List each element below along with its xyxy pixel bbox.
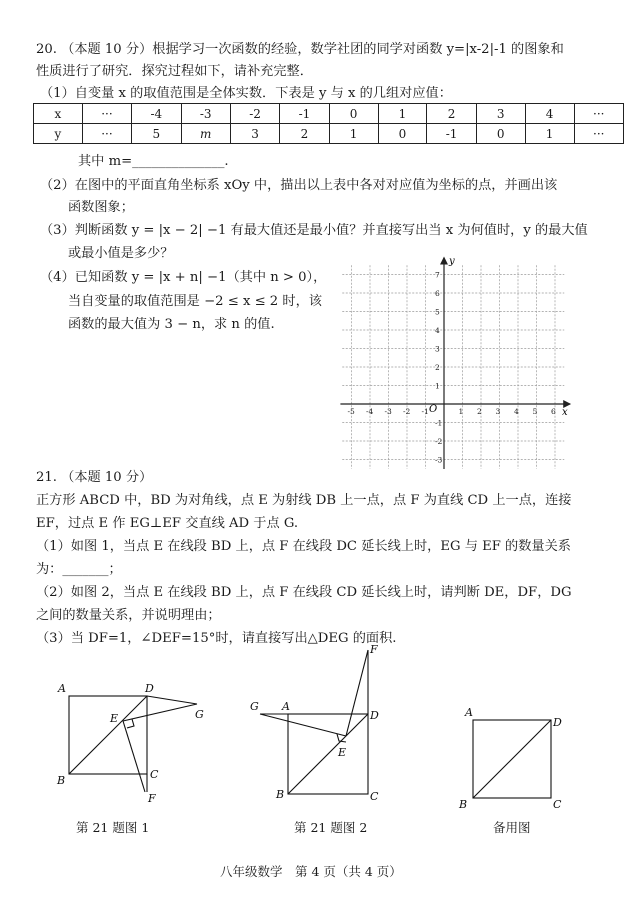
fig2-label-C: C <box>370 790 379 803</box>
x-tick-label: 2 <box>477 407 482 416</box>
table-cell: 2 <box>427 104 476 124</box>
table-row-y <box>34 124 624 144</box>
table-cell: 0 <box>378 124 427 144</box>
q21-line1: 正方形 ABCD 中，BD 为对角线，点 E 为射线 DB 上一点，点 F 为直线 CD 上一点，连接 <box>36 493 572 508</box>
table-cell: -4 <box>132 104 181 124</box>
q20-part4a: （4）已知函数 y = |x + n| −1（其中 n > 0）， <box>40 270 327 285</box>
fig3-label-D: D <box>553 716 562 729</box>
y-tick-label: 6 <box>435 289 440 298</box>
m-blank: 其中 m=______________. <box>78 154 229 169</box>
fig2-label-G: G <box>250 700 259 713</box>
coordinate-grid <box>338 254 588 469</box>
fig3-label-C: C <box>553 798 562 811</box>
q20-part2a: （2）在图中的平面直角坐标系 xOy 中，描出以上表中各对对应值为坐标的点，并画出该 <box>40 178 558 193</box>
y-tick-label: 2 <box>435 363 440 372</box>
q21-line2: EF，过点 E 作 EG⊥EF 交直线 AD 于点 G. <box>36 516 299 531</box>
q21-part1b: 为：_______； <box>36 562 122 577</box>
figure-3 <box>455 700 575 815</box>
value-table <box>33 103 624 144</box>
x-tick-label: 5 <box>532 407 538 416</box>
x-tick-label: -2 <box>403 407 411 416</box>
q21-part3: （3）当 DF=1，∠DEF=15°时，请直接写出△DEG 的面积. <box>36 631 397 646</box>
table-cell: 3 <box>476 104 525 124</box>
y-tick-label: -1 <box>435 418 443 428</box>
table-cell: ··· <box>574 124 624 144</box>
fig1-label-G: G <box>195 708 204 721</box>
page-footer: 八年级数学 第 4 页（共 4 页） <box>220 864 402 879</box>
fig1-label-C: C <box>150 768 159 781</box>
y-tick-label: 3 <box>435 344 440 354</box>
y-tick-label: 4 <box>435 326 440 335</box>
fig1-label-A: A <box>58 682 66 695</box>
x-axis-label: x <box>562 407 568 418</box>
q20-part3b: 或最小值是多少？ <box>68 246 174 261</box>
x-tick-label: 4 <box>514 407 519 416</box>
q21-part1a: （1）如图 1，当点 E 在线段 BD 上，点 F 在线段 DC 延长线上时，EG 与 EF 的数量关系 <box>36 539 571 554</box>
fig1-label-F: F <box>148 792 156 805</box>
q21-part2a: （2）如图 2，当点 E 在线段 BD 上，点 F 在线段 CD 延长线上时，请判断 DE，DF，DG <box>36 585 572 600</box>
table-cell: ··· <box>574 104 624 124</box>
q20-part4c: 函数的最大值为 3 − n，求 n 的值. <box>68 317 275 332</box>
q20-part2b: 函数图象； <box>68 200 134 215</box>
fig3-label-B: B <box>459 798 468 811</box>
table-header-y: y <box>34 124 83 144</box>
y-tick-label: 1 <box>435 381 440 391</box>
q21-title: 21. （本题 10 分） <box>36 470 153 485</box>
fig1-label-D: D <box>145 682 154 695</box>
table-cell: 3 <box>230 124 279 144</box>
q20-part4b: 当自变量的取值范围是 −2 ≤ x ≤ 2 时，该 <box>68 294 322 309</box>
fig3-caption: 备用图 <box>493 820 531 835</box>
table-cell: ··· <box>82 104 131 124</box>
x-tick-label: -4 <box>366 407 374 416</box>
y-tick-label: -2 <box>435 437 443 446</box>
table-cell: -3 <box>181 104 230 124</box>
figure-2 <box>240 640 390 810</box>
table-cell: 2 <box>280 124 329 144</box>
x-tick-label: -5 <box>347 407 355 416</box>
table-cell: 0 <box>476 124 525 144</box>
fig1-caption: 第 21 题图 1 <box>76 820 150 835</box>
table-cell: 1 <box>525 124 574 144</box>
y-tick-label: 5 <box>435 307 440 317</box>
y-tick-label: -3 <box>435 455 443 465</box>
origin-label: O <box>429 404 438 415</box>
table-cell: 5 <box>132 124 181 144</box>
x-tick-label: 3 <box>495 407 501 416</box>
figure-1 <box>55 676 215 811</box>
table-cell: 1 <box>378 104 427 124</box>
table-cell: 4 <box>525 104 574 124</box>
fig1-label-E: E <box>110 712 119 725</box>
table-cell: -1 <box>280 104 329 124</box>
x-tick-label: 1 <box>458 407 464 416</box>
q21-part2b: 之间的数量关系，并说明理由； <box>36 608 221 623</box>
table-header-x: x <box>34 104 83 124</box>
fig2-caption: 第 21 题图 2 <box>294 820 368 835</box>
fig2-label-D: D <box>370 709 379 722</box>
q20-line2: 性质进行了研究．探究过程如下，请补充完整． <box>36 64 313 79</box>
table-cell: -2 <box>230 104 279 124</box>
x-tick-label: -3 <box>384 407 392 416</box>
table-cell: 1 <box>329 124 378 144</box>
table-row-x <box>34 104 624 124</box>
x-tick-label: 6 <box>551 407 556 416</box>
table-cell: -1 <box>427 124 476 144</box>
y-tick-label: 7 <box>435 270 440 280</box>
fig1-label-B: B <box>57 774 66 787</box>
table-cell: ··· <box>82 124 131 144</box>
table-cell: 0 <box>329 104 378 124</box>
x-tick-label: -1 <box>421 407 429 416</box>
q20-part3a: （3）判断函数 y = |x − 2| −1 有最大值还是最小值？并直接写出当 x 为何值时，y 的最大值 <box>40 223 588 238</box>
y-axis-arrow-icon <box>441 258 447 264</box>
y-axis-label: y <box>449 256 455 267</box>
q20-line1: 20. （本题 10 分）根据学习一次函数的经验，数学社团的同学对函数 y=|x-2|-1 的图象和 <box>36 42 564 57</box>
fig2-label-E: E <box>338 746 347 759</box>
fig2-label-A: A <box>282 700 290 713</box>
fig3-label-A: A <box>465 706 473 719</box>
fig2-label-F: F <box>370 643 378 656</box>
fig2-label-B: B <box>276 788 285 801</box>
q20-part1: （1）自变量 x 的取值范围是全体实数．下表是 y 与 x 的几组对应值： <box>40 86 452 101</box>
table-cell: m <box>181 124 230 144</box>
